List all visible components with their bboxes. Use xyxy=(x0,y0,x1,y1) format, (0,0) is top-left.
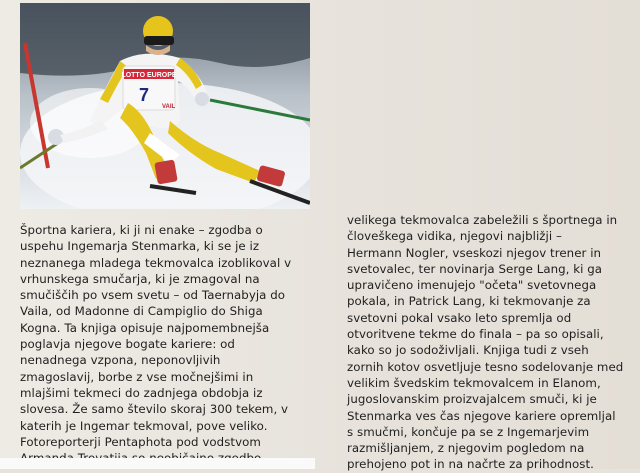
text-line: poglavja njegove bogate kariere: od xyxy=(20,337,235,352)
text-line: mlajšimi tekmeci do zadnjega obdobja iz xyxy=(20,385,263,400)
text-line: zmagoslavij, borbe z vse močnejšimi in xyxy=(20,369,254,384)
text-line: s smučmi, končuje pa se z Ingemarjevim xyxy=(347,424,590,439)
text-line: smučiščih po vsem svetu – od Taernabyja do xyxy=(20,288,286,303)
text-line: svetovalec, ter novinarja Serge Lang, ki ga xyxy=(347,261,603,276)
text-line: Fotoreporterji Pentaphota pod vodstvom xyxy=(20,434,261,449)
text-line: kako so jo sodoživljali. Knjiga tudi z vseh xyxy=(347,343,589,358)
description-column-left xyxy=(20,222,320,466)
text-line: velikim švedskim tekmovalcem in Elanom, xyxy=(347,375,601,390)
text-line: uspehu Ingemarja Stenmarka, ki se je iz xyxy=(20,239,260,254)
bib-logo: VAIL xyxy=(162,104,176,110)
description-column-right xyxy=(347,212,632,473)
text-line: Hermann Nogler, vseskozi njegov trener in xyxy=(347,245,602,260)
text-line: Stenmarka ves čas njegove kariere opremljal xyxy=(347,408,616,423)
text-line: slovesa. Že samo število skoraj 300 tekem, v xyxy=(20,402,289,417)
page-edge xyxy=(0,458,315,469)
text-line: Kogna. Ta knjiga opisuje najpomembnejša xyxy=(20,320,270,335)
text-line: upravičeno imenujejo "očeta" svetovnega xyxy=(347,278,597,293)
text-line: katerih je Ingemar tekmoval, pove veliko. xyxy=(20,418,268,433)
text-line: Vaila, od Madonne di Campiglio do Shiga xyxy=(20,304,263,319)
text-line: velikega tekmovalca zabeležili s športnega in xyxy=(347,213,618,227)
text-line: nenadnega vzpona, neponovljivih xyxy=(20,353,221,368)
text-line: otvoritvene tekme do finala – pa so opisali, xyxy=(347,327,604,342)
skier-photo xyxy=(20,3,310,209)
text-line: zornih kotov osvetljuje tesno sodelovanje med xyxy=(347,359,624,374)
text-line: človeškega vidika, njegovi najbližji – xyxy=(347,229,562,244)
text-line: vrhunskega smučarja, ki je zmagoval na xyxy=(20,271,260,286)
text-line: svetovni pokal vsako leto spremlja od xyxy=(347,310,572,325)
text-line: prehojeno pot in na načrte za prihodnost. xyxy=(347,457,594,472)
text-line: Športna kariera, ki ji ni enake – zgodba o xyxy=(20,223,263,237)
text-line: pokala, in Patrick Lang, ki tekmovanje za xyxy=(347,294,591,309)
bib-sponsor-text: LOTTO EUROPE xyxy=(121,72,177,79)
bib-number: 7 xyxy=(138,85,150,105)
text-line: neznanega mladega tekmovalca izoblikoval v xyxy=(20,255,292,270)
text-line: jugoslovanskim proizvajalcem smuči, ki je xyxy=(347,392,597,407)
text-line: razmišljanjem, z njegovim pogledom na xyxy=(347,441,585,456)
